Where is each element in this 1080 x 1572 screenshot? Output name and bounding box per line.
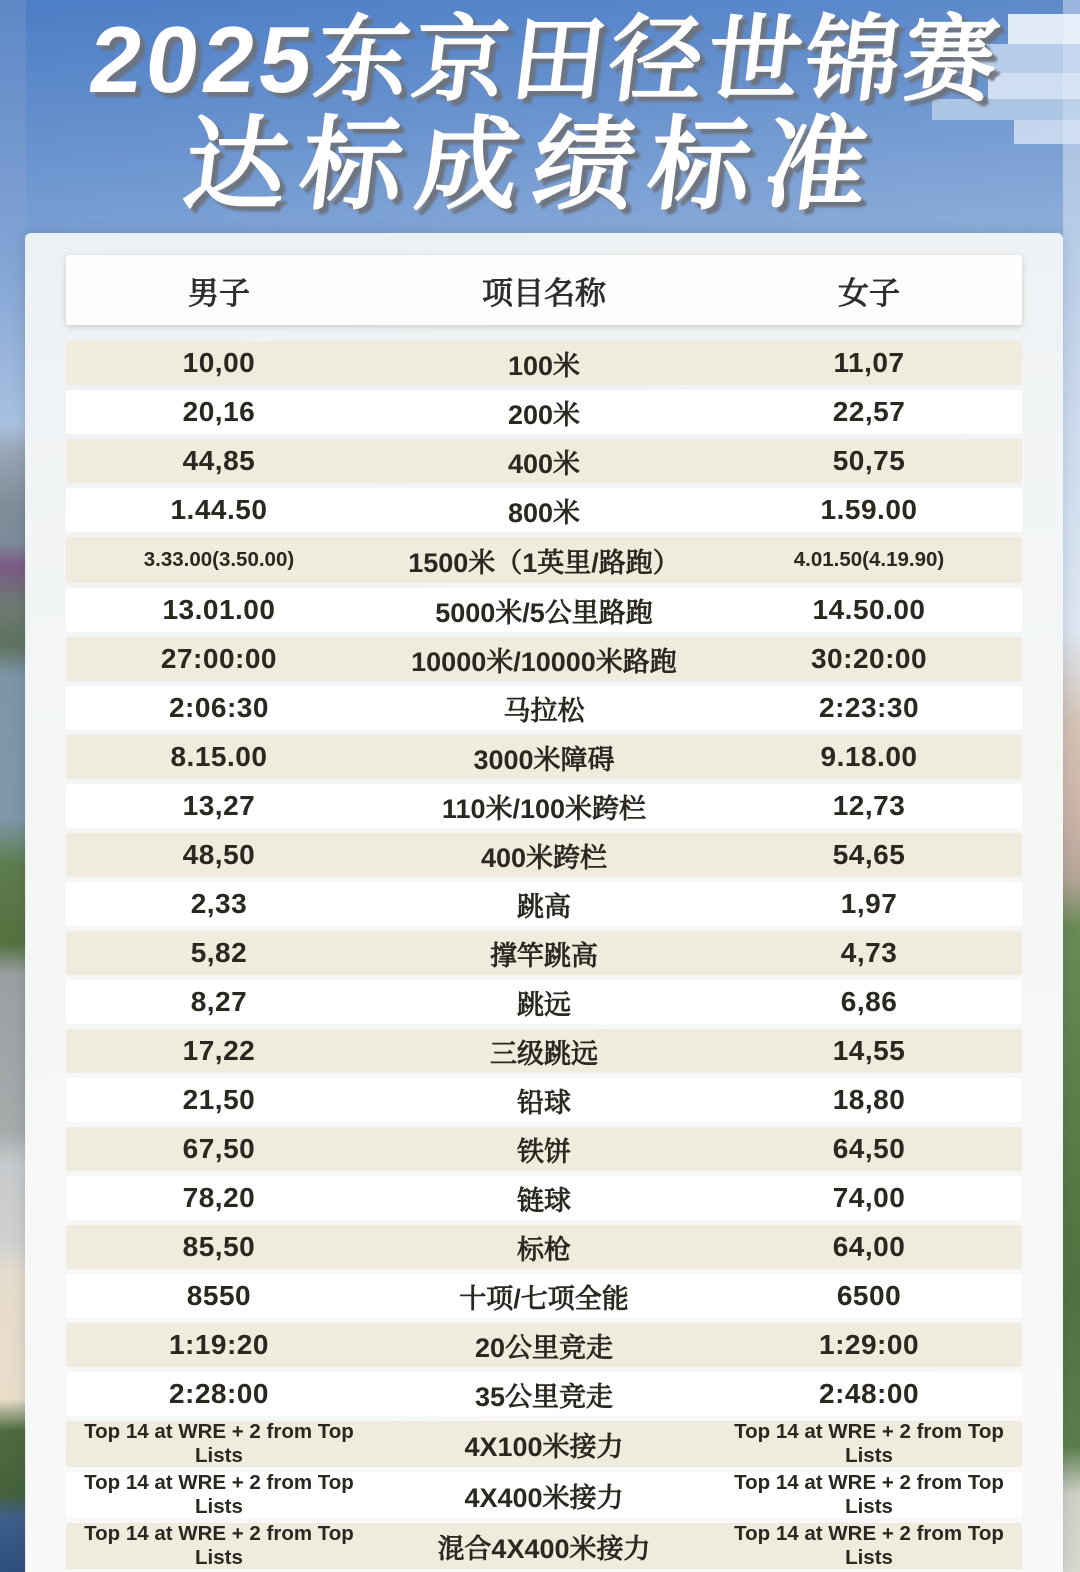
men-standard: 17,22 [182, 1035, 256, 1066]
men-standard: Top 14 at WRE + 2 from Top Lists [84, 1420, 354, 1467]
men-standard: 48,50 [182, 839, 256, 870]
event-name: 马拉松 [503, 695, 585, 726]
women-standard: 14.50.00 [812, 594, 926, 625]
men-standard: 44,85 [182, 445, 256, 476]
women-standard: 1.59.00 [820, 494, 918, 525]
event-name: 三级跳远 [489, 1038, 598, 1069]
title-line-2: 达标成绩标准 [178, 108, 889, 222]
men-standard: 1.44.50 [170, 494, 268, 525]
event-name: 混合4X400米接力 [437, 1533, 651, 1564]
table-row [66, 637, 1022, 681]
women-standard: 11,07 [833, 347, 905, 378]
event-name: 35公里竞走 [474, 1381, 613, 1412]
women-standard: 64,00 [832, 1231, 906, 1262]
table-row [66, 882, 1022, 926]
women-standard: 4.01.50(4.19.90) [793, 548, 945, 571]
men-standard: 67,50 [182, 1133, 256, 1164]
table-row [66, 686, 1022, 730]
women-standard: 22,57 [832, 396, 906, 427]
men-standard: 8.15.00 [170, 741, 268, 772]
table-row [66, 931, 1022, 975]
poster-title [0, 0, 1080, 222]
men-standard: 21,50 [182, 1084, 256, 1115]
men-standard: 78,20 [182, 1182, 256, 1213]
table-row [66, 1523, 1022, 1569]
men-standard: 85,50 [182, 1231, 256, 1262]
event-name: 3000米障碍 [473, 744, 615, 775]
event-name: 铅球 [516, 1087, 571, 1118]
event-name: 5000米/5公里路跑 [435, 597, 653, 628]
men-standard: 8550 [186, 1280, 252, 1311]
header-men: 男子 [187, 275, 250, 311]
table-row [66, 439, 1022, 483]
event-name: 20公里竞走 [474, 1332, 613, 1363]
men-standard: Top 14 at WRE + 2 from Top Lists [84, 1522, 354, 1569]
table-header-row [66, 255, 1022, 325]
table-row [66, 1323, 1022, 1367]
table-row [66, 980, 1022, 1024]
event-name: 十项/七项全能 [459, 1283, 629, 1314]
event-name: 400米跨栏 [480, 842, 608, 873]
event-name: 800米 [507, 497, 581, 528]
table-row [66, 588, 1022, 632]
table-row [66, 1372, 1022, 1416]
event-name: 10000米/10000米路跑 [411, 646, 677, 677]
women-standard: 9.18.00 [820, 741, 918, 772]
table-row [66, 488, 1022, 532]
table-row [66, 1274, 1022, 1318]
women-standard: 14,55 [832, 1035, 906, 1066]
men-standard: 13,27 [182, 790, 256, 821]
men-standard: 27:00:00 [160, 643, 277, 674]
women-standard: 50,75 [832, 445, 906, 476]
table-row [66, 1176, 1022, 1220]
table-row [66, 833, 1022, 877]
event-name: 1500米（1英里/路跑） [408, 547, 680, 578]
women-standard: Top 14 at WRE + 2 from Top Lists [734, 1420, 1004, 1467]
men-standard: 8,27 [190, 986, 248, 1017]
city-photo-left-edge [0, 0, 26, 1572]
women-standard: 2:48:00 [819, 1378, 920, 1409]
women-standard: 18,80 [832, 1084, 906, 1115]
men-standard: 2:06:30 [168, 692, 269, 723]
event-name: 撑竿跳高 [489, 940, 598, 971]
event-name: 100米 [507, 350, 581, 381]
women-standard: 64,50 [832, 1133, 906, 1164]
men-standard: 20,16 [182, 396, 256, 427]
women-standard: Top 14 at WRE + 2 from Top Lists [734, 1522, 1004, 1569]
women-standard: 74,00 [832, 1182, 906, 1213]
table-row [66, 1421, 1022, 1467]
header-event-name: 项目名称 [481, 275, 606, 311]
men-standard: 3.33.00(3.50.00) [143, 548, 295, 571]
women-standard: 6500 [836, 1280, 902, 1311]
women-standard: 12,73 [832, 790, 906, 821]
women-standard: 1:29:00 [819, 1329, 920, 1360]
table-body [66, 341, 1022, 1569]
table-row [66, 1078, 1022, 1122]
women-standard: 30:20:00 [810, 643, 928, 674]
men-standard: Top 14 at WRE + 2 from Top Lists [84, 1471, 354, 1518]
table-row [66, 1225, 1022, 1269]
men-standard: 10,00 [182, 347, 256, 378]
table-row [66, 1029, 1022, 1073]
table-row [66, 784, 1022, 828]
city-photo-right-edge [1063, 0, 1080, 1572]
event-name: 110米/100米跨栏 [441, 793, 647, 824]
women-standard: Top 14 at WRE + 2 from Top Lists [734, 1471, 1004, 1518]
header-women: 女子 [838, 275, 901, 311]
table-row [66, 341, 1022, 385]
event-name: 跳远 [516, 989, 571, 1020]
women-standard: 4,73 [840, 937, 898, 968]
table-row [66, 1127, 1022, 1171]
table-row [66, 537, 1022, 583]
title-line-1: 2025东京田径世锦赛 [84, 7, 1009, 112]
men-standard: 13.01.00 [162, 594, 276, 625]
event-name: 4X100米接力 [464, 1431, 624, 1462]
event-name: 跳高 [516, 891, 571, 922]
table-row [66, 735, 1022, 779]
event-name: 200米 [507, 399, 581, 430]
standards-panel [25, 233, 1063, 1572]
men-standard: 2,33 [190, 888, 248, 919]
men-standard: 1:19:20 [168, 1329, 269, 1360]
women-standard: 6,86 [840, 986, 898, 1017]
event-name: 铁饼 [516, 1136, 571, 1167]
men-standard: 5,82 [190, 937, 248, 968]
table-row [66, 1472, 1022, 1518]
women-standard: 54,65 [832, 839, 906, 870]
table-row [66, 390, 1022, 434]
men-standard: 2:28:00 [168, 1378, 269, 1409]
women-standard: 1,97 [840, 888, 898, 919]
event-name: 400米 [507, 448, 581, 479]
event-name: 标枪 [516, 1234, 571, 1265]
women-standard: 2:23:30 [819, 692, 920, 723]
event-name: 4X400米接力 [464, 1482, 624, 1513]
event-name: 链球 [516, 1185, 571, 1216]
